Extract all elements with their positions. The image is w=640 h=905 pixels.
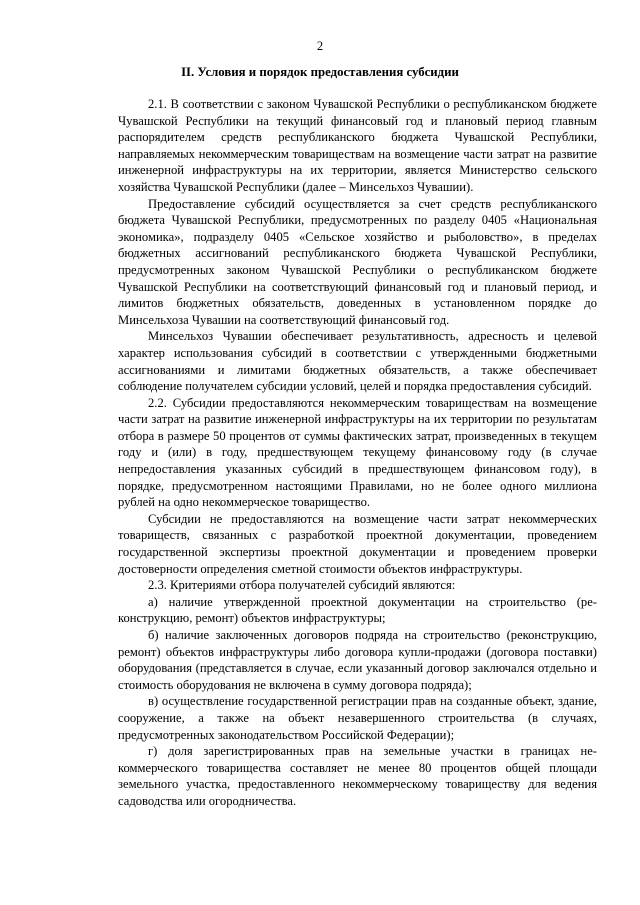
paragraph-ministry-duties: Минсельхоз Чувашии обеспечивает результативность, адресность и целевой характер использования субсидий в соответствии с утвержденными бюджетными ассигнованиями и лимитами бюджетных обязательств, а также обеспечивает соблюдение получателем субсидии условий, целей и порядка предоставления субсидий. (118, 329, 597, 394)
section-body (118, 96, 597, 810)
paragraph-2-3: 2.3. Критериями отбора получателей субсидий являются: (148, 578, 456, 593)
section-title: II. Условия и порядок предоставления субсидии (181, 65, 459, 79)
paragraph-funding-source: Предоставление субсидий осуществляется за счет средств республиканского бюджета Чувашской Республики, предусмотренных по разделу 0405 «Национальная экономика», подразделу 0405 «Сельское хозяйство и рыболовство», в пределах бюджетных ассигнований республиканского бюджета Чувашской Республики, предусмотренных законом Чувашской Республики о республиканском бюджете Чувашской Республики на соответствующий финансовый год и плановый период, и лимитов бюджетных обязательств, доведенных в установленном порядке до Минсельхоза Чувашии на соответствующий финансовый год. (118, 196, 597, 327)
criterion-g: г) доля зарегистрированных прав на земельные участки в границах некоммерческого товарищества составляет не менее 80 процентов общей площади земельного участка, предоставленного некоммерческому товариществу для ведения садоводства или огородничества. (118, 744, 597, 808)
paragraph-2-2: 2.2. Субсидии предоставляются некоммерческим товариществам на возмещение части затрат на развитие инженерной инфраструктуры на их территории по результатам отбора в размере 50 процентов от суммы фактических затрат, произведенных в текущем году и (или) в году, предшествующем текущему финансовому году (в случае непредоставления указанных субсидий в предшествующем финансовом году), в порядке, предусмотренном настоящими Правилами, но не более одного миллиона рублей на одно некоммерческое товарищество. (118, 395, 597, 510)
paragraph-exclusions: Субсидии не предоставляются на возмещение части затрат некоммерческих товариществ, связанных с разработкой проектной документации, проведением государственной экспертизы проектной документации и проведением проверки достоверности определения сметной стоимости объектов инфраструктуры. (118, 511, 597, 576)
criterion-b: б) наличие заключенных договоров подряда на строительство (реконструкцию, ремонт) объектов инфраструктуры либо договора купли-продажи (договора поставки) оборудования (представляется в случае, если указанный договор заключался отдельно и стоимость оборудования не включена в сумму договора подряда); (118, 628, 597, 692)
criterion-v: в) осуществление государственной регистрации прав на созданные объект, здание, сооружение, а также на объект незавершенного строительства (в случаях, предусмотренных законодательством Российской Федерации); (118, 694, 597, 742)
paragraph-2-1: 2.1. В соответствии с законом Чувашской Республики о республиканском бюджете Чувашской Республики на текущий финансовый год и плановый период главным распорядителем средств республиканского бюджета Чувашской Республики, направляемых некоммерческим товариществам на возмещение части затрат на развитие инженерной инфраструктуры на их территории, является Министерство сельского хозяйства Чувашской Республики (далее – Минсельхоз Чувашии). (118, 97, 597, 194)
page-number: 2 (316, 39, 324, 53)
criterion-a: а) наличие утвержденной проектной документации на строительство (реконструкцию, ремонт) объектов инфраструктуры; (118, 594, 597, 626)
